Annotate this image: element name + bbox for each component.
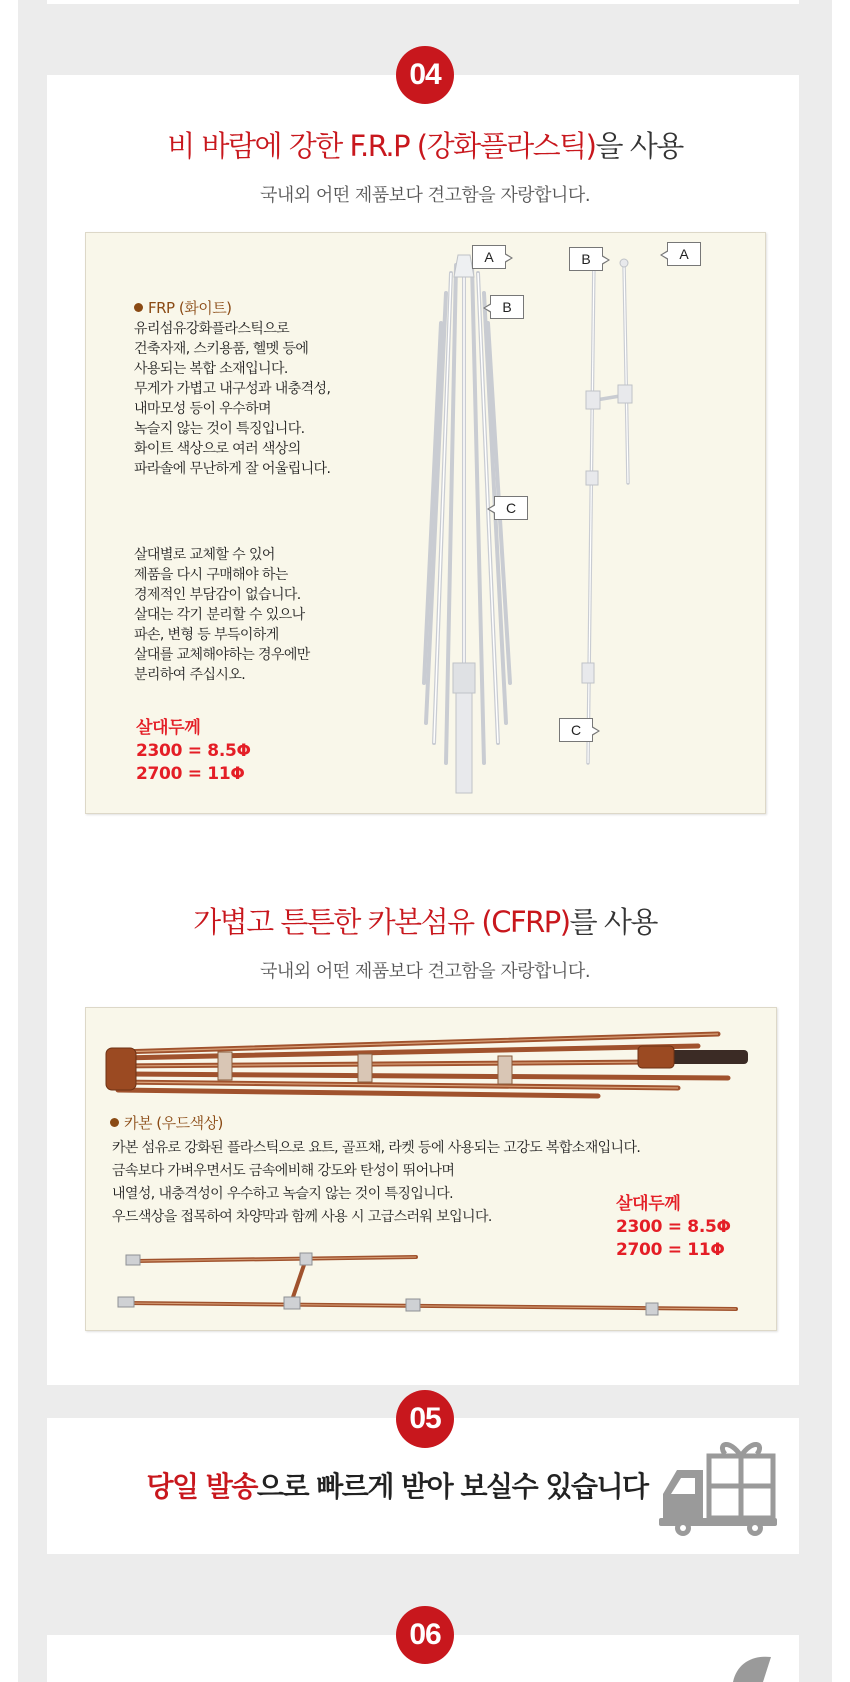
cfrp-subtitle: 국내외 어떤 제품보다 견고함을 자랑합니다.	[259, 961, 591, 982]
cfrp-rib-image	[116, 1243, 756, 1318]
frp-description-line: 파라솔에 무난하게 잘 어울립니다.	[134, 461, 331, 477]
partial-section-06-icon	[723, 1653, 783, 1682]
thickness-line: 2300 = 8.5Φ	[136, 741, 251, 761]
replace-note-line: 살대별로 교체할 수 있어	[134, 547, 275, 563]
frp-description-line: 유리섬유강화플라스틱으로	[134, 321, 290, 337]
cfrp-description-line: 카본 섬유로 강화된 플라스틱으로 요트, 골프채, 라켓 등에 사용되는 고강도 복합소재입니다.	[112, 1140, 641, 1156]
replace-note-line: 살대를 교체해야하는 경우에만	[134, 647, 310, 663]
frp-headline-rest: 을 사용	[595, 129, 683, 163]
frp-panel	[85, 232, 766, 814]
delivery-message-highlight: 당일 발송	[146, 1470, 257, 1503]
frp-subtitle: 국내외 어떤 제품보다 견고함을 자랑합니다.	[259, 185, 591, 206]
frp-bullet-label: FRP (화이트)	[148, 299, 232, 317]
frp-description-line: 무게가 가볍고 내구성과 내충격성,	[134, 381, 331, 397]
frp-headline	[0, 124, 850, 165]
frp-thickness	[136, 717, 251, 786]
thickness-line: 2300 = 8.5Φ	[616, 1217, 731, 1237]
frp-closed-parasol-image	[406, 243, 526, 803]
callout-a-right: A	[667, 242, 701, 266]
frp-replace-note	[134, 545, 310, 685]
replace-note-line: 파손, 변형 등 부득이하게	[134, 627, 279, 643]
replace-note-line: 분리하여 주십시오.	[134, 667, 246, 683]
replace-note-line: 살대는 각기 분리할 수 있으나	[134, 607, 305, 623]
frp-description-line: 녹슬지 않는 것이 특징입니다.	[134, 421, 305, 437]
replace-note-line: 제품을 다시 구매해야 하는	[134, 567, 288, 583]
thickness-title: 살대두께	[136, 718, 201, 738]
cfrp-panel	[85, 1007, 777, 1331]
previous-card-edge	[47, 0, 799, 4]
frp-bullet	[134, 297, 232, 318]
frp-description	[134, 319, 330, 479]
delivery-message	[47, 1465, 747, 1505]
section-04-badge: 04	[396, 46, 454, 104]
cfrp-headline	[0, 900, 850, 941]
callout-c-left: C	[494, 496, 528, 520]
cfrp-bullet	[110, 1112, 223, 1133]
callout-b-right: B	[569, 247, 603, 271]
frp-description-line: 내마모성 등이 우수하며	[134, 401, 271, 417]
frp-rib-image	[566, 243, 636, 783]
replace-note-line: 경제적인 부담감이 없습니다.	[134, 587, 301, 603]
bullet-dot-icon	[110, 1118, 119, 1127]
frp-headline-highlight: 비 바람에 강한 F.R.P (강화플라스틱)	[167, 129, 596, 163]
cfrp-bullet-label: 카본 (우드색상)	[124, 1114, 223, 1132]
bullet-dot-icon	[134, 303, 143, 312]
cfrp-closed-frame-image	[98, 1022, 748, 1102]
frp-description-line: 건축자재, 스키용품, 헬멧 등에	[134, 341, 309, 357]
frp-description-line: 사용되는 복합 소재입니다.	[134, 361, 288, 377]
cfrp-description	[112, 1137, 640, 1229]
delivery-truck-gift-icon	[659, 1436, 777, 1536]
frp-description-line: 화이트 색상으로 여러 색상의	[134, 441, 301, 457]
cfrp-description-line: 금속보다 가벼우면서도 금속에비해 강도와 탄성이 뛰어나며	[112, 1163, 455, 1179]
cfrp-description-line: 내열성, 내충격성이 우수하고 녹슬지 않는 것이 특징입니다.	[112, 1186, 453, 1202]
section-05-badge: 05	[396, 1390, 454, 1448]
thickness-line: 2700 = 11Φ	[136, 764, 245, 784]
thickness-title: 살대두께	[616, 1194, 681, 1214]
callout-b-left: B	[490, 295, 524, 319]
cfrp-description-line: 우드색상을 접목하여 차양막과 함께 사용 시 고급스러워 보입니다.	[112, 1209, 492, 1225]
section-06-badge: 06	[396, 1606, 454, 1664]
cfrp-headline-rest: 를 사용	[569, 905, 657, 939]
callout-c-right: C	[559, 718, 593, 742]
delivery-message-rest: 으로 빠르게 받아 보실수 있습니다	[256, 1470, 648, 1503]
callout-a-left: A	[472, 245, 506, 269]
cfrp-headline-highlight: 가볍고 튼튼한 카본섬유 (CFRP)	[193, 905, 570, 939]
thickness-line: 2700 = 11Φ	[616, 1240, 725, 1260]
